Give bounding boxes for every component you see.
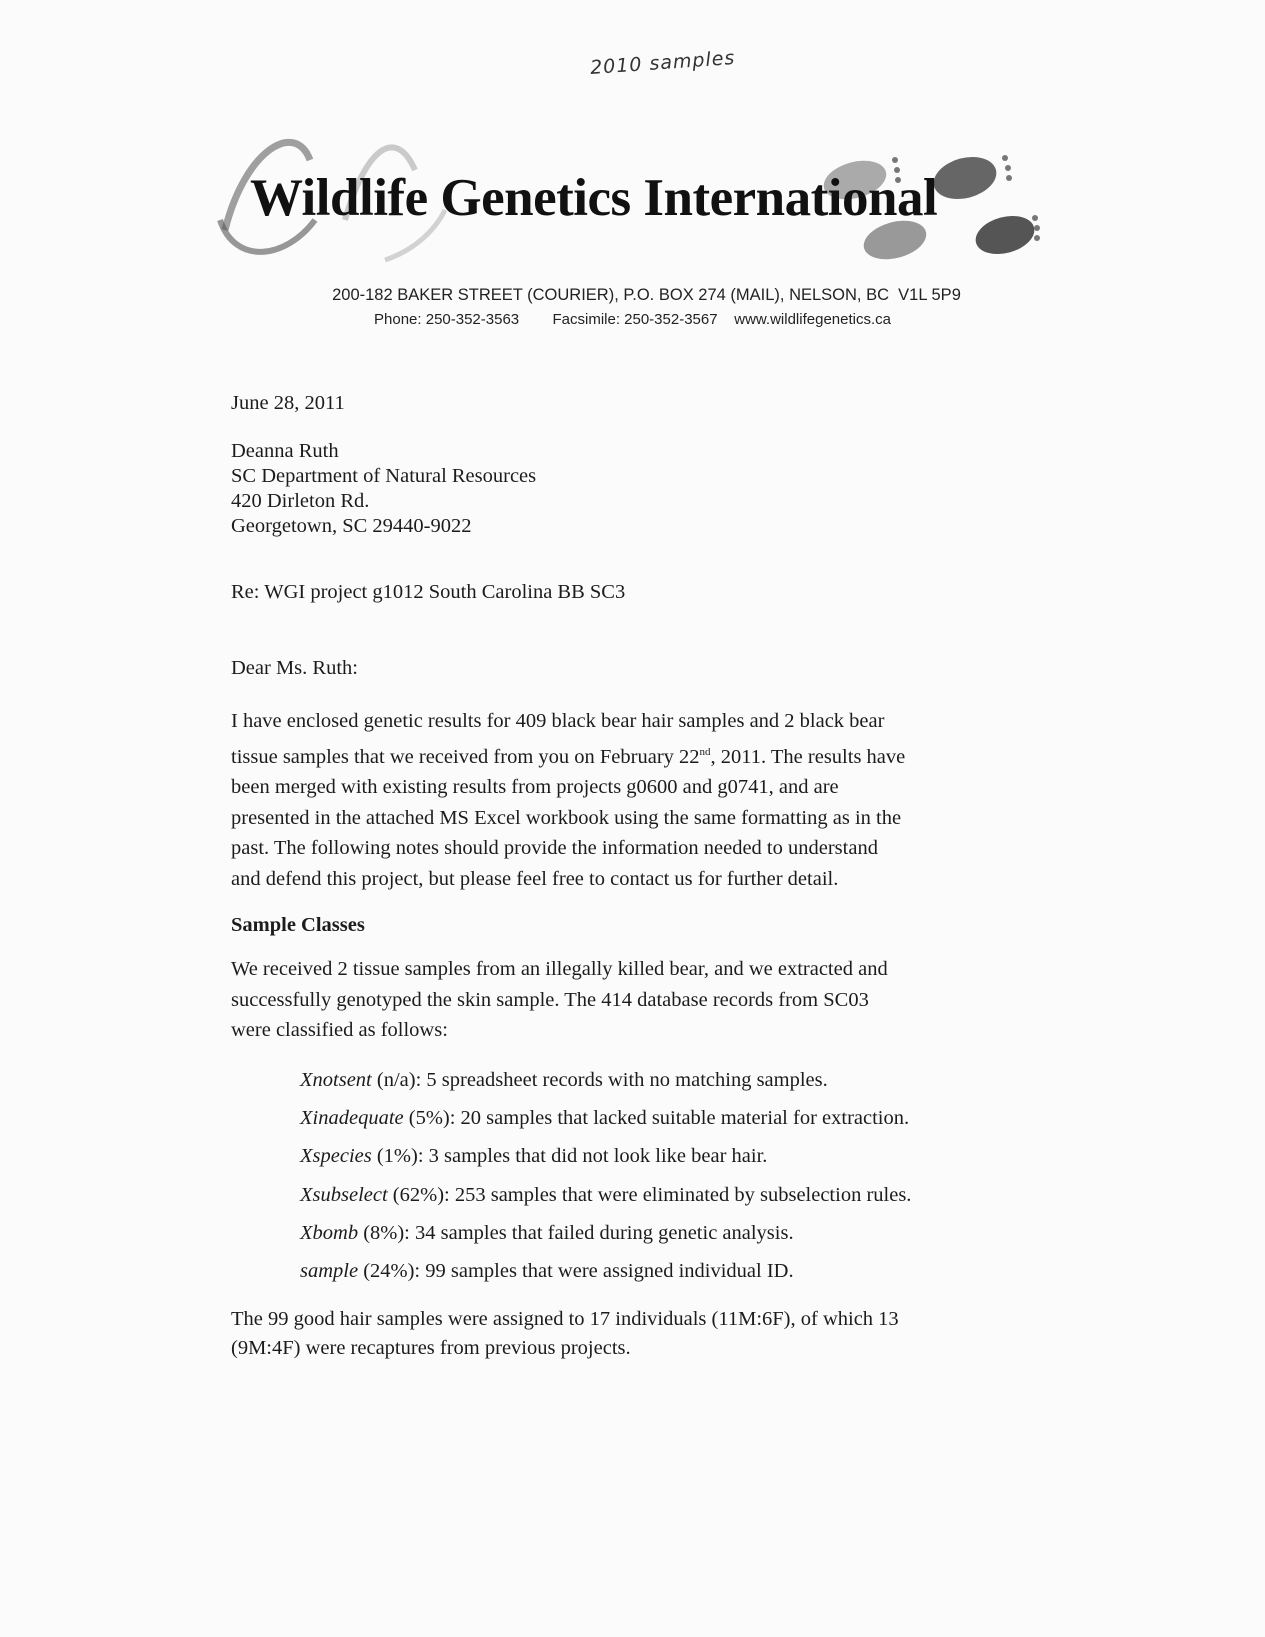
class-description: (5%): 20 samples that lacked suitable material for extraction.	[403, 1107, 910, 1130]
recipient-street: 420 Dirleton Rd.	[231, 490, 370, 512]
class-description: (24%): 99 samples that were assigned individual ID.	[358, 1260, 794, 1283]
class-item	[300, 1252, 911, 1290]
class-description: (62%): 253 samples that were eliminated by subselection rules.	[387, 1183, 912, 1206]
class-item	[300, 1137, 911, 1175]
letter-date: June 28, 2011	[231, 392, 345, 414]
class-item	[300, 1061, 911, 1099]
class-name: Xinadequate	[300, 1107, 404, 1130]
phone: Phone: 250-352-3563	[374, 311, 520, 328]
text-line: been merged with existing results from projects g0600 and g0741, and are	[231, 776, 839, 799]
handwritten-note: 2010 samples	[589, 46, 736, 80]
text-line: successfully genotyped the skin sample. The 414 database records from SC03	[231, 988, 869, 1011]
text-line: I have enclosed genetic results for 409 black bear hair samples and 2 black bear	[231, 710, 885, 732]
classes-intro-paragraph	[231, 954, 888, 1046]
class-description: (1%): 3 samples that did not look like bear hair.	[371, 1145, 768, 1168]
subject-line: Re: WGI project g1012 South Carolina BB SC3	[231, 581, 626, 603]
class-name: Xspecies	[300, 1145, 372, 1168]
salutation: Dear Ms. Ruth:	[231, 657, 358, 679]
class-name: Xbomb	[300, 1221, 359, 1244]
fax: Facsimile: 250-352-3567	[552, 311, 718, 328]
class-name: sample	[300, 1260, 359, 1283]
text-span: , 2011. The results have	[710, 745, 906, 768]
class-name: Xnotsent	[300, 1069, 372, 1091]
class-item	[300, 1214, 911, 1252]
text-line: and defend this project, but please feel free to contact us for further detail.	[231, 867, 839, 890]
company-address: 200-182 BAKER STREET (COURIER), P.O. BOX 274 (MAIL), NELSON, BC V1L 5P9	[332, 286, 961, 304]
text-line: The 99 good hair samples were assigned to 17 individuals (11M:6F), of which 13	[231, 1308, 899, 1330]
class-name: Xsubselect	[300, 1183, 388, 1206]
intro-paragraph	[231, 706, 905, 894]
recipient-address	[231, 439, 536, 539]
text-line: presented in the attached MS Excel workbook using the same formatting as in the	[231, 806, 902, 829]
text-line: past. The following notes should provide the information needed to understand	[231, 837, 878, 860]
summary-paragraph	[231, 1305, 899, 1363]
website-link[interactable]: www.wildlifegenetics.ca	[734, 311, 891, 328]
recipient-name: Deanna Ruth	[231, 440, 339, 462]
recipient-org: SC Department of Natural Resources	[231, 465, 537, 487]
recipient-city: Georgetown, SC 29440-9022	[231, 515, 472, 537]
class-item	[300, 1176, 911, 1214]
text-line: were classified as follows:	[231, 1019, 448, 1042]
superscript: nd	[699, 745, 711, 758]
text-line	[231, 737, 905, 772]
contact-line	[0, 311, 1265, 328]
company-name: Wildlife Genetics International	[250, 169, 938, 227]
sample-class-list	[300, 1061, 911, 1290]
class-description: (8%): 34 samples that failed during genetic analysis.	[358, 1221, 794, 1244]
section-heading: Sample Classes	[231, 914, 365, 936]
class-description: (n/a): 5 spreadsheet records with no matching samples.	[371, 1069, 828, 1091]
text-span: tissue samples that we received from you on February 22	[231, 745, 700, 768]
class-item	[300, 1099, 911, 1137]
text-line: We received 2 tissue samples from an illegally killed bear, and we extracted and	[231, 958, 888, 980]
text-line: (9M:4F) were recaptures from previous projects.	[231, 1337, 631, 1359]
